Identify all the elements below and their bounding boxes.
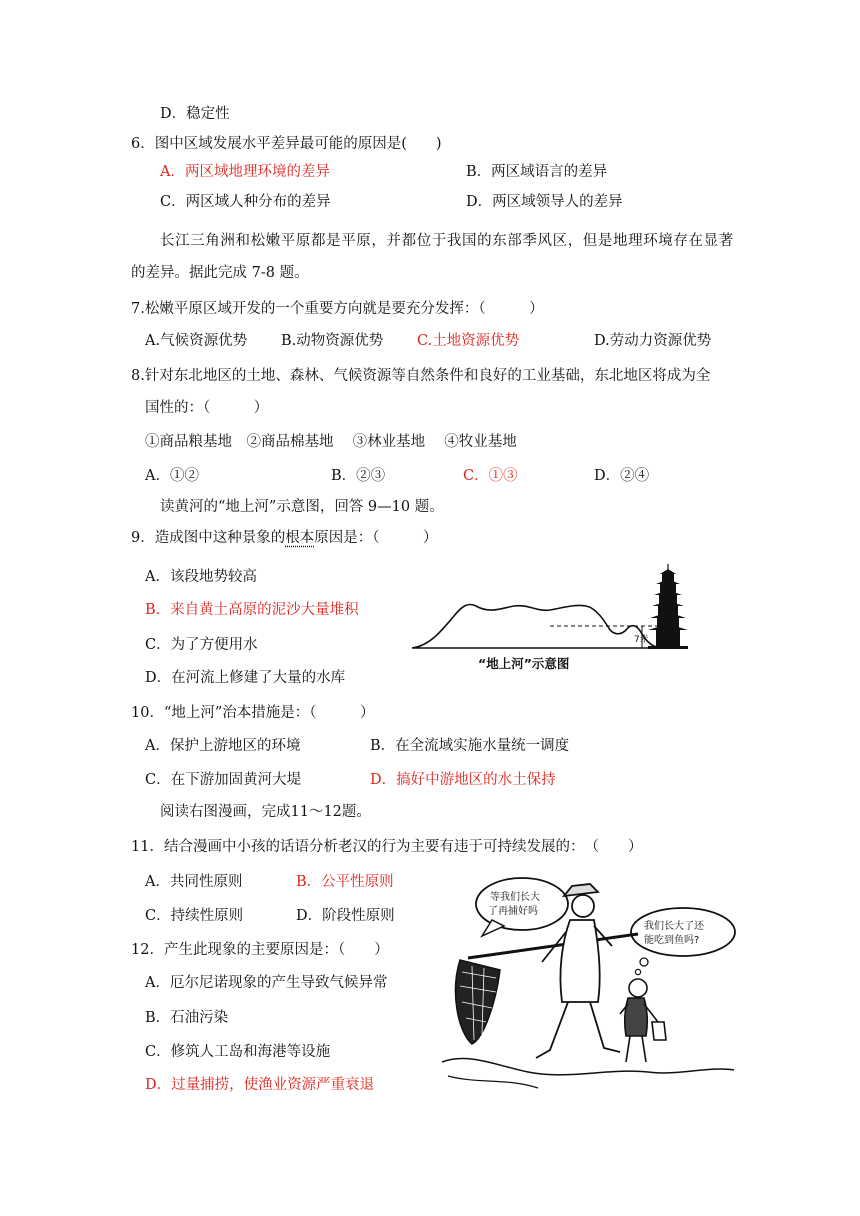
q7-option-d: D.劳动力资源优势 — [594, 333, 712, 349]
river-figure-caption: “地上河”示意图 — [478, 656, 570, 671]
q12-option-c: C．修筑人工岛和海港等设施 — [145, 1044, 331, 1060]
passage-7-8-line2: 的差异。据此完成 7-8 题。 — [131, 265, 309, 281]
q11-option-a: A．共同性原则 — [145, 874, 243, 890]
q8-stem-line2: 国性的：（ ） — [145, 400, 269, 416]
q6-option-b: B．两区域语言的差异 — [466, 164, 608, 180]
child-thought-line2: 能吃到鱼吗? — [644, 935, 700, 946]
height-label: 7米 — [634, 635, 649, 645]
q10-option-d: D．搞好中游地区的水土保持 — [370, 772, 556, 788]
passage-7-8-line1: 长江三角洲和松嫩平原都是平原，并都位于我国的东部季风区，但是地理环境存在显著 — [160, 233, 734, 249]
above-ground-river-figure — [410, 560, 700, 672]
q8-option-a: A．①② — [145, 468, 199, 484]
q9-stem — [131, 528, 437, 548]
q12-stem: 12．产生此现象的主要原因是：（ ） — [131, 942, 389, 958]
passage-11-12: 阅读右图漫画，完成11～12题。 — [160, 804, 371, 820]
fishing-cartoon — [438, 862, 738, 1094]
shoreline — [442, 1059, 734, 1075]
old-man-speech-line1: 等我们长大 — [490, 892, 540, 903]
q9-option-b: B．来自黄土高原的泥沙大量堆积 — [145, 602, 359, 618]
old-man-speech-line2: 了再捕好吗 — [488, 906, 538, 917]
q7-option-b: B.动物资源优势 — [281, 333, 384, 349]
q12-option-b: B．石油污染 — [145, 1010, 229, 1026]
q9-stem-emphasis: 根本 — [285, 530, 315, 546]
fishing-net-icon — [456, 960, 500, 1044]
q8-items: ①商品粮基地 ②商品棉基地 ③林业基地 ④牧业基地 — [145, 434, 517, 450]
child-thought-line1: 我们长大了还 — [644, 921, 704, 932]
q6-option-c: C．两区域人种分布的差异 — [160, 194, 331, 210]
q10-stem: 10．“地上河”治本措施是：（ ） — [131, 705, 375, 721]
q12-option-d: D．过量捕捞，使渔业资源严重衰退 — [145, 1077, 375, 1093]
old-man-speech-bubble — [476, 878, 568, 936]
q8-option-c: C．①③ — [463, 468, 518, 484]
q8-option-d: D．②④ — [594, 468, 650, 484]
q11-stem: 11．结合漫画中小孩的话语分析老汉的行为主要有违于可持续发展的： （ ） — [131, 839, 643, 855]
q10-option-a: A．保护上游地区的环境 — [145, 738, 301, 754]
q10-option-c: C．在下游加固黄河大堤 — [145, 772, 302, 788]
child-thought-bubble — [631, 908, 735, 975]
q9-option-a: A．该段地势较高 — [145, 569, 257, 585]
q7-option-c: C.土地资源优势 — [417, 333, 520, 349]
q11-option-d: D．阶段性原则 — [296, 908, 395, 924]
q11-option-c: C．持续性原则 — [145, 908, 244, 924]
q5-option-d: D．稳定性 — [160, 106, 230, 122]
q10-option-b: B．在全流域实施水量统一调度 — [370, 738, 570, 754]
q6-option-d: D．两区域领导人的差异 — [466, 194, 623, 210]
q9-option-d: D．在河流上修建了大量的水库 — [145, 670, 346, 686]
q9-stem-before: 9．造成图中这种景象的 — [131, 530, 286, 546]
passage-9-10: 读黄河的“地上河”示意图，回答 9—10 题。 — [160, 499, 444, 515]
fishing-pole — [468, 934, 638, 958]
q8-stem-line1: 8.针对东北地区的土地、森林、气候资源等自然条件和良好的工业基础，东北地区将成为全 — [131, 368, 711, 384]
q8-option-b: B．②③ — [331, 468, 386, 484]
q9-option-c: C．为了方便用水 — [145, 637, 258, 653]
child-figure — [620, 979, 666, 1062]
q7-option-a: A.气候资源优势 — [145, 333, 248, 349]
pagoda-icon — [648, 564, 688, 649]
shoreline-wave — [448, 1076, 538, 1088]
q6-option-a: A．两区域地理环境的差异 — [160, 164, 330, 180]
q6-stem: 6．图中区域发展水平差异最可能的原因是( ) — [131, 136, 442, 152]
q11-option-b: B．公平性原则 — [296, 874, 394, 890]
q9-stem-after: 原因是：（ ） — [314, 530, 438, 546]
q12-option-a: A．厄尔尼诺现象的产生导致气候异常 — [145, 975, 388, 991]
q7-stem: 7.松嫩平原区域开发的一个重要方向就是要充分发挥：（ ） — [131, 301, 544, 317]
